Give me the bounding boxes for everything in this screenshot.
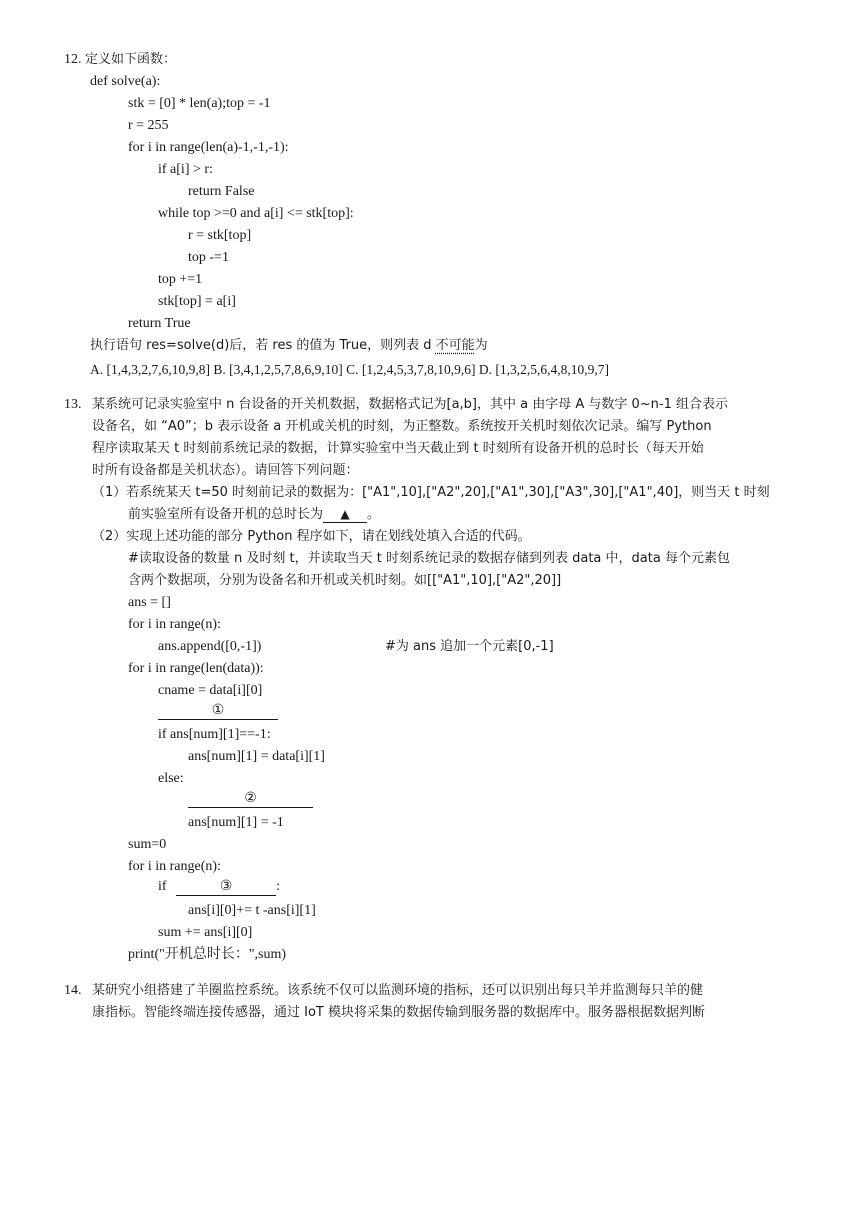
q13-desc-line: 某系统可记录实验室中 n 台设备的开关机数据，数据格式记为[a,b]，其中 a 由字母 A 与数字 0~n-1 组合表示 <box>92 397 729 412</box>
q13-code-line: sum += ans[i][0] <box>158 925 253 940</box>
q13-code-line: ans[num][1] = data[i][1] <box>188 749 325 764</box>
fill-blank-3: if ③ : <box>158 879 280 894</box>
q13-code-line: if ans[num][1]==-1: <box>158 727 271 742</box>
q12-number: 12. <box>64 52 82 67</box>
q13-code-line: print("开机总时长：",sum) <box>128 947 287 962</box>
q13-code-line: else: <box>158 771 184 786</box>
q12-code-line: stk = [0] * len(a);top = -1 <box>128 96 271 111</box>
q12-code-line: if a[i] > r: <box>158 162 213 177</box>
q12-code-line: return True <box>128 316 191 331</box>
q13-desc-line: 时所有设备都是关机状态）。请回答下列问题： <box>92 463 359 478</box>
blank-3-label: ③ <box>176 879 276 896</box>
q12-code-line: return False <box>188 184 255 199</box>
q13-code-line: ans = [] <box>128 595 171 610</box>
q13-code-line: ans.append([0,-1]) <box>158 639 262 654</box>
q13-code-line: for i in range(n): <box>128 617 221 632</box>
q12-options: A. [1,4,3,2,7,6,10,9,8] B. [3,4,1,2,5,7,8,6,9,10] C. [1,2,4,5,3,7,8,10,9,6] D. [1,3,2,5,6,4,8,10,9,7] <box>90 362 609 377</box>
q12-intro: 定义如下函数： <box>85 52 177 67</box>
q12-code-line: top -=1 <box>188 250 229 265</box>
if-keyword: if <box>158 879 167 894</box>
q12-stem-emphasis: 不可能 <box>435 338 475 353</box>
q13-part1: （1）若系统某天 t=50 时刻前记录的数据为：["A1",10],["A2",20],["A1",30],["A3",30],["A1",40]，则当天 t 时刻 <box>92 485 770 500</box>
q13-code-comment: #为 ans 追加一个元素[0,-1] <box>385 639 554 654</box>
q13-code-line: for i in range(n): <box>128 859 221 874</box>
blank-1-label: ① <box>158 703 278 720</box>
q13-desc-line: 程序读取某天 t 时刻前系统记录的数据，计算实验室中当天截止到 t 时刻所有设备开机的总时长（每天开始 <box>92 441 704 456</box>
q13-desc-line: 设备名，如 “A0”；b 表示设备 a 开机或关机的时刻，为正整数。系统按开关机时刻依次记录。编写 Python <box>92 419 712 434</box>
q13-code-line: for i in range(len(data)): <box>128 661 264 676</box>
fill-blank-2 <box>188 790 313 808</box>
q12-stem-post: 为 <box>474 338 488 353</box>
blank-2-label: ② <box>188 791 313 808</box>
q14-number: 14. <box>64 983 82 998</box>
q13-comment-line: 含两个数据项，分别为设备名和开机或关机时刻。如[["A1",10],["A2",20]] <box>128 573 562 588</box>
q13-part2: （2）实现上述功能的部分 Python 程序如下，请在划线处填入合适的代码。 <box>92 529 531 544</box>
q13-code-line: cname = data[i][0] <box>158 683 263 698</box>
fill-blank-1 <box>158 702 278 720</box>
q12-code-line: r = 255 <box>128 118 169 133</box>
q14-line: 某研究小组搭建了羊圈监控系统。该系统不仅可以监测环境的指标，还可以识别出每只羊并监测每只羊的健 <box>92 983 704 998</box>
q12-code-line: top +=1 <box>158 272 203 287</box>
q13-number: 13. <box>64 397 82 412</box>
q13-part1-text: 前实验室所有设备开机的总时长为 <box>128 507 324 522</box>
q13-code-line: ans[num][1] = -1 <box>188 815 284 830</box>
q13-comment-line: #读取设备的数量 n 及时刻 t，并读取当天 t 时刻系统记录的数据存储到列表 data 中，data 每个元素包 <box>128 551 730 566</box>
q13-part1-line2 <box>128 506 380 524</box>
q12-code-line: stk[top] = a[i] <box>158 294 236 309</box>
q12-stem-pre: 执行语句 res=solve(d)后，若 res 的值为 True，则列表 d <box>90 338 436 353</box>
q12-stem <box>90 337 488 355</box>
q12-code-line: def solve(a): <box>90 74 161 89</box>
q13-part1-end: 。 <box>367 507 381 522</box>
q14-line: 康指标。智能终端连接传感器，通过 IoT 模块将采集的数据传输到服务器的数据库中。服务器根据数据判断 <box>92 1005 705 1020</box>
q12-code-line: for i in range(len(a)-1,-1,-1): <box>128 140 289 155</box>
answer-blank-triangle: ▲ <box>323 506 367 523</box>
q13-code-line: sum=0 <box>128 837 167 852</box>
q12-header <box>64 51 176 69</box>
q13-code-line: ans[i][0]+= t -ans[i][1] <box>188 903 316 918</box>
q12-code-line: while top >=0 and a[i] <= stk[top]: <box>158 206 354 221</box>
q12-code-line: r = stk[top] <box>188 228 252 243</box>
